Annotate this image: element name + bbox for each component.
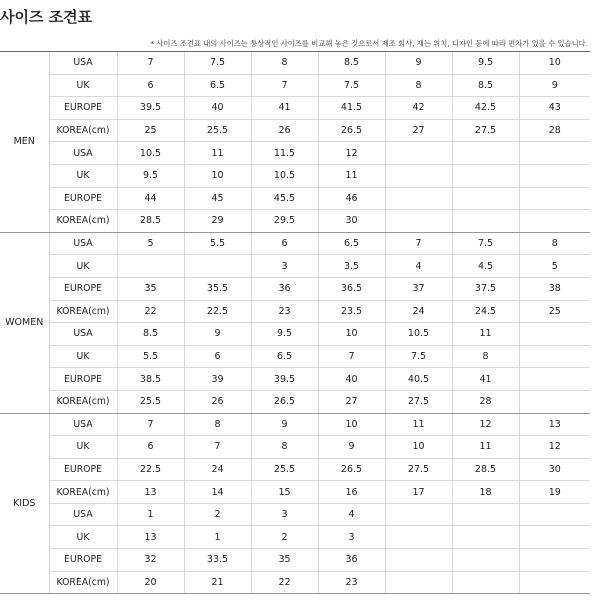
size-cell: 36.5 [318, 277, 385, 300]
row-label: EUROPE [49, 549, 117, 572]
size-cell: 11.5 [251, 142, 318, 165]
table-row [0, 526, 590, 549]
size-cell: 27 [385, 119, 452, 142]
size-cell [184, 255, 251, 278]
size-cell: 9.5 [452, 52, 519, 75]
size-cell [385, 210, 452, 233]
size-cell [385, 164, 452, 187]
size-cell: 2 [184, 503, 251, 526]
size-cell: 6 [117, 74, 184, 97]
size-cell: 25 [117, 119, 184, 142]
size-cell: 22 [117, 300, 184, 323]
size-cell: 14 [184, 481, 251, 504]
size-cell: 8 [251, 436, 318, 459]
size-cell: 27.5 [452, 119, 519, 142]
size-cell [452, 187, 519, 210]
row-label: UK [49, 74, 117, 97]
size-cell: 40 [184, 97, 251, 120]
size-cell: 8 [519, 232, 590, 255]
size-cell: 35 [117, 277, 184, 300]
table-row [0, 436, 590, 459]
size-cell: 11 [452, 323, 519, 346]
size-cell [519, 503, 590, 526]
table-row [0, 481, 590, 504]
size-cell: 3 [251, 255, 318, 278]
size-cell: 33.5 [184, 549, 251, 572]
size-cell: 41 [452, 368, 519, 391]
table-row [0, 571, 590, 594]
size-cell: 37 [385, 277, 452, 300]
size-cell: 46 [318, 187, 385, 210]
size-cell [519, 142, 590, 165]
size-cell: 4 [385, 255, 452, 278]
size-cell: 7.5 [452, 232, 519, 255]
size-cell: 24 [184, 458, 251, 481]
size-cell: 2 [251, 526, 318, 549]
size-cell: 6 [117, 436, 184, 459]
size-cell [519, 323, 590, 346]
size-cell: 4.5 [452, 255, 519, 278]
size-cell: 39.5 [117, 97, 184, 120]
size-cell: 16 [318, 481, 385, 504]
size-cell: 30 [318, 210, 385, 233]
size-note: * 사이즈 조견표 내의 사이즈는 통상적인 사이즈를 비교해 놓은 것으로서 제조 회사, 재는 위치, 디자인 등에 따라 편차가 있을 수 있습니다. [150, 39, 588, 48]
size-cell: 6.5 [184, 74, 251, 97]
size-cell: 36 [318, 549, 385, 572]
size-cell: 11 [452, 436, 519, 459]
size-cell: 25.5 [184, 119, 251, 142]
table-row [0, 413, 590, 436]
size-cell: 7 [385, 232, 452, 255]
size-cell: 3 [318, 526, 385, 549]
size-cell: 10 [318, 413, 385, 436]
size-cell: 27.5 [385, 458, 452, 481]
size-chart-table [0, 51, 590, 594]
table-row [0, 164, 590, 187]
row-label: UK [49, 436, 117, 459]
size-cell: 45.5 [251, 187, 318, 210]
size-cell: 8 [184, 413, 251, 436]
size-cell: 9 [184, 323, 251, 346]
row-label: USA [49, 413, 117, 436]
size-cell: 10 [318, 323, 385, 346]
size-cell: 35.5 [184, 277, 251, 300]
size-cell [519, 549, 590, 572]
size-cell: 12 [519, 436, 590, 459]
size-cell: 5.5 [117, 345, 184, 368]
size-cell: 10.5 [251, 164, 318, 187]
size-cell: 15 [251, 481, 318, 504]
size-cell [452, 549, 519, 572]
size-cell: 30 [519, 458, 590, 481]
row-label: EUROPE [49, 368, 117, 391]
size-cell [385, 549, 452, 572]
size-cell [519, 345, 590, 368]
size-cell: 26.5 [251, 390, 318, 413]
size-cell [385, 526, 452, 549]
size-cell: 13 [519, 413, 590, 436]
size-cell: 8.5 [318, 52, 385, 75]
size-cell: 9.5 [117, 164, 184, 187]
size-cell: 23 [318, 571, 385, 594]
size-cell: 7.5 [184, 52, 251, 75]
table-row [0, 503, 590, 526]
row-label: UK [49, 526, 117, 549]
row-label: EUROPE [49, 458, 117, 481]
size-cell [385, 187, 452, 210]
size-cell: 24.5 [452, 300, 519, 323]
row-label: KOREA(cm) [49, 390, 117, 413]
size-cell: 38.5 [117, 368, 184, 391]
size-cell: 8 [452, 345, 519, 368]
size-cell: 26.5 [318, 458, 385, 481]
table-row [0, 549, 590, 572]
size-cell [452, 164, 519, 187]
table-row [0, 368, 590, 391]
size-cell: 43 [519, 97, 590, 120]
size-cell: 19 [519, 481, 590, 504]
size-cell: 20 [117, 571, 184, 594]
row-label: EUROPE [49, 277, 117, 300]
size-cell: 8.5 [117, 323, 184, 346]
size-cell: 27.5 [385, 390, 452, 413]
size-cell: 7 [117, 413, 184, 436]
size-cell: 5.5 [184, 232, 251, 255]
size-cell: 7 [117, 52, 184, 75]
size-cell: 9 [251, 413, 318, 436]
size-cell: 8 [385, 74, 452, 97]
size-cell: 7 [251, 74, 318, 97]
size-cell [519, 571, 590, 594]
size-cell: 1 [117, 503, 184, 526]
size-cell [519, 390, 590, 413]
size-cell [117, 255, 184, 278]
size-cell: 25.5 [117, 390, 184, 413]
size-cell: 18 [452, 481, 519, 504]
size-cell: 29 [184, 210, 251, 233]
size-cell: 38 [519, 277, 590, 300]
row-label: UK [49, 164, 117, 187]
size-cell: 22.5 [117, 458, 184, 481]
row-label: UK [49, 345, 117, 368]
size-cell: 8.5 [452, 74, 519, 97]
size-cell: 23 [251, 300, 318, 323]
table-row [0, 255, 590, 278]
size-cell: 28.5 [452, 458, 519, 481]
size-cell [385, 571, 452, 594]
table-row [0, 277, 590, 300]
size-cell: 10 [385, 436, 452, 459]
size-cell: 9 [385, 52, 452, 75]
size-cell: 27 [318, 390, 385, 413]
size-cell: 32 [117, 549, 184, 572]
row-label: USA [49, 323, 117, 346]
size-cell [385, 142, 452, 165]
size-cell: 36 [251, 277, 318, 300]
size-cell: 29.5 [251, 210, 318, 233]
row-label: USA [49, 142, 117, 165]
table-row [0, 458, 590, 481]
size-cell: 13 [117, 481, 184, 504]
size-cell: 17 [385, 481, 452, 504]
table-row [0, 142, 590, 165]
size-cell: 26.5 [318, 119, 385, 142]
size-cell: 21 [184, 571, 251, 594]
size-cell: 37.5 [452, 277, 519, 300]
row-label: KOREA(cm) [49, 119, 117, 142]
size-cell: 42 [385, 97, 452, 120]
table-row [0, 232, 590, 255]
size-cell: 1 [184, 526, 251, 549]
page-title: 사이즈 조견표 [0, 8, 93, 26]
size-cell: 8 [251, 52, 318, 75]
table-row [0, 97, 590, 120]
table-row [0, 390, 590, 413]
size-cell: 28.5 [117, 210, 184, 233]
size-cell [519, 526, 590, 549]
size-cell: 26 [251, 119, 318, 142]
size-cell: 10 [519, 52, 590, 75]
row-label: EUROPE [49, 97, 117, 120]
size-cell: 39 [184, 368, 251, 391]
table-row [0, 210, 590, 233]
size-cell: 7 [184, 436, 251, 459]
size-cell: 3.5 [318, 255, 385, 278]
size-cell [452, 142, 519, 165]
size-cell: 6 [184, 345, 251, 368]
size-cell: 10.5 [117, 142, 184, 165]
size-cell: 9 [318, 436, 385, 459]
size-cell: 24 [385, 300, 452, 323]
size-cell: 26 [184, 390, 251, 413]
size-cell: 40.5 [385, 368, 452, 391]
row-label: KOREA(cm) [49, 481, 117, 504]
size-cell: 25.5 [251, 458, 318, 481]
size-cell: 45 [184, 187, 251, 210]
row-label: KOREA(cm) [49, 300, 117, 323]
size-cell [452, 526, 519, 549]
table-row [0, 323, 590, 346]
size-cell: 6.5 [251, 345, 318, 368]
size-cell: 3 [251, 503, 318, 526]
size-cell [385, 503, 452, 526]
row-label: KOREA(cm) [49, 210, 117, 233]
size-cell: 13 [117, 526, 184, 549]
size-cell: 22.5 [184, 300, 251, 323]
size-cell: 9 [519, 74, 590, 97]
size-cell: 41 [251, 97, 318, 120]
size-cell: 41.5 [318, 97, 385, 120]
size-cell: 23.5 [318, 300, 385, 323]
size-cell: 5 [519, 255, 590, 278]
size-cell: 9.5 [251, 323, 318, 346]
size-cell: 7.5 [318, 74, 385, 97]
size-cell: 10.5 [385, 323, 452, 346]
size-cell [519, 368, 590, 391]
row-label: USA [49, 503, 117, 526]
size-cell [452, 210, 519, 233]
size-cell: 7.5 [385, 345, 452, 368]
row-label: UK [49, 255, 117, 278]
size-cell: 4 [318, 503, 385, 526]
size-cell: 44 [117, 187, 184, 210]
size-cell [519, 210, 590, 233]
table-row [0, 345, 590, 368]
size-cell [519, 187, 590, 210]
size-cell: 11 [184, 142, 251, 165]
table-row [0, 74, 590, 97]
size-cell: 40 [318, 368, 385, 391]
size-cell [452, 571, 519, 594]
size-cell: 25 [519, 300, 590, 323]
size-cell: 7 [318, 345, 385, 368]
row-label: EUROPE [49, 187, 117, 210]
size-cell: 28 [452, 390, 519, 413]
row-label: USA [49, 232, 117, 255]
table-row [0, 187, 590, 210]
size-cell: 6 [251, 232, 318, 255]
group-label-women: WOMEN [0, 232, 49, 413]
size-cell: 5 [117, 232, 184, 255]
table-row [0, 119, 590, 142]
size-cell [452, 503, 519, 526]
table-row [0, 52, 590, 75]
size-cell: 35 [251, 549, 318, 572]
size-chart-body [0, 52, 590, 594]
size-cell: 11 [318, 164, 385, 187]
row-label: USA [49, 52, 117, 75]
size-cell: 12 [452, 413, 519, 436]
size-cell: 28 [519, 119, 590, 142]
table-row [0, 300, 590, 323]
size-cell: 42.5 [452, 97, 519, 120]
size-cell [519, 164, 590, 187]
group-label-men: MEN [0, 52, 49, 233]
row-label: KOREA(cm) [49, 571, 117, 594]
size-cell: 11 [385, 413, 452, 436]
group-label-kids: KIDS [0, 413, 49, 594]
size-cell: 22 [251, 571, 318, 594]
size-cell: 10 [184, 164, 251, 187]
size-cell: 12 [318, 142, 385, 165]
size-cell: 39.5 [251, 368, 318, 391]
size-cell: 6.5 [318, 232, 385, 255]
